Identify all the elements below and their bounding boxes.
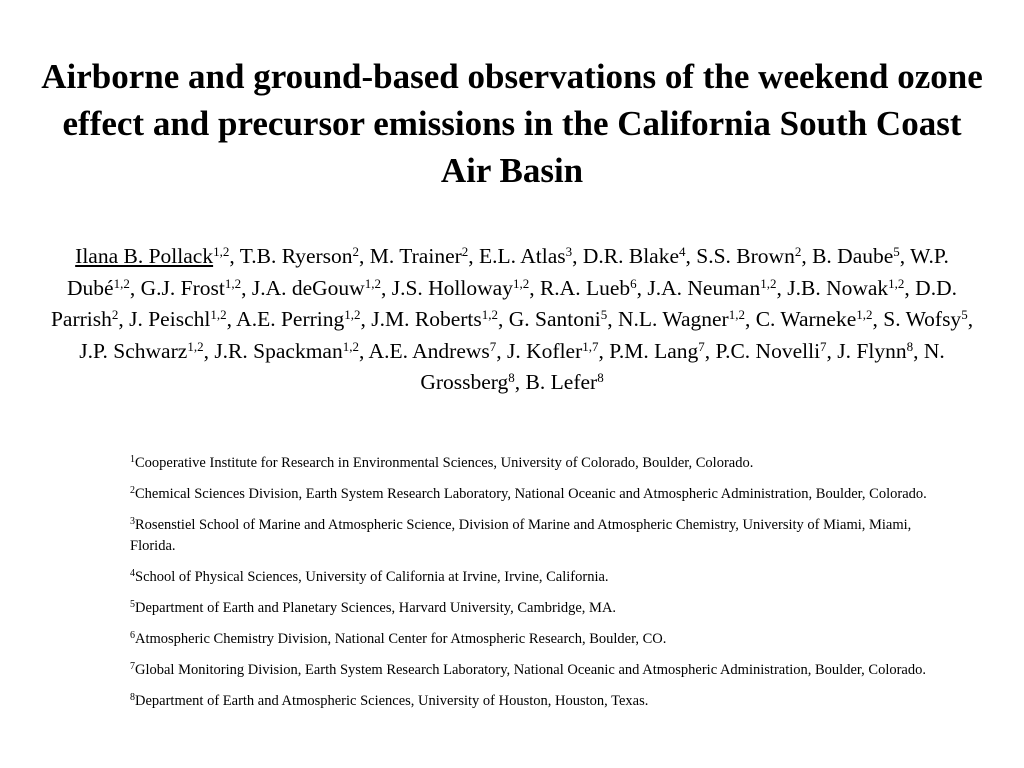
author-affiliation-marker: 1,2: [728, 306, 745, 322]
author-affiliation-marker: 5: [600, 306, 608, 322]
author-name: J. Kofler: [507, 338, 583, 363]
author-name: J.S. Holloway: [391, 275, 513, 300]
author-affiliation-marker: 8: [597, 369, 604, 385]
slide-title: Airborne and ground-based observations of the weekend ozone effect and precursor emissions in the California South Coast Air Basin: [41, 57, 983, 190]
author: [369, 339, 497, 363]
affiliation-text: Global Monitoring Division, Earth System Research Laboratory, National Oceanic and Atmospheric Administration, Boulder, Colorado.: [135, 662, 926, 678]
author-affiliation-marker: 2: [352, 243, 360, 259]
author-affiliation-marker: 2: [461, 243, 469, 259]
affiliation-number: 8: [130, 692, 135, 703]
affiliation-text: Atmospheric Chemistry Division, National Center for Atmospheric Research, Boulder, CO.: [135, 631, 667, 647]
author-name: A.E. Perring: [236, 307, 345, 331]
author-name: D.D. Parrish: [50, 275, 957, 331]
author-list: Ilana B. Pollack$^{1,2}$, T.B. Ryerson$^2$, M. Trainer$^2$, E.L. Atlas$^3$, D.R. Blake$^4$, S.S. Brown$^2$, B. Daube$^5$, W.P. Dubé$^{1,2}$, G.J. Frost$^{1,2}$, J.A. deGouw$^{1,2}$, J.S. Holloway$^{1,2}$, R.A. Lueb$^6$, J.A. Neuman$^{1,2}$, J.B. Nowak$^{1,2}$, D.D. Parrish$^2$, J. Peischl$^{1,2}$, A.E. Perring$^{1,2}$, J.M. Roberts$^{1,2}$, G. Santoni$^5$, N.L. Wagner$^{1,2}$, C. Warneke$^{1,2}$, S. Wofsy$^5$, J.P. Schwarz$^{1,2}$, J.R. Spackman$^{1,2}$, A.E. Andrews$^7$, J. Kofler$^{1,7}$, P.M. Lang$^7$, P.C. Novelli$^7$, J. Flynn$^8$, N. Grossberg$^8$, B. Lefer$^8$: [50, 243, 974, 394]
presenting-author: [75, 244, 229, 268]
author-name: B. Daube: [812, 244, 894, 268]
author-name: E.L. Atlas: [479, 244, 566, 268]
author: [240, 244, 359, 268]
author-affiliation-marker: 5: [961, 306, 968, 322]
author-affiliation-marker: 1,2: [210, 306, 227, 322]
author: [696, 244, 801, 268]
author-affiliation-marker: 1,2: [342, 338, 359, 354]
author-name: J. Peischl: [129, 307, 211, 331]
affiliation-item: [130, 691, 950, 712]
author-name: B. Lefer: [525, 370, 598, 394]
affiliation-item: [130, 484, 950, 505]
author-affiliation-marker: 1,2: [481, 306, 498, 322]
author-name: J.R. Spackman: [214, 338, 343, 363]
author-affiliation-marker: 1,2: [512, 275, 530, 291]
author: [526, 370, 604, 394]
affiliation-number: 7: [130, 661, 135, 672]
affiliation-item: [130, 515, 950, 557]
author-affiliation-marker: 2: [111, 306, 119, 322]
author: [479, 244, 572, 268]
author: [883, 307, 967, 331]
affiliation-item: [130, 567, 950, 588]
author: [812, 244, 900, 268]
affiliation-text: School of Physical Sciences, University of California at Irvine, Irvine, California.: [135, 569, 609, 585]
affiliation-text: Chemical Sciences Division, Earth System Research Laboratory, National Oceanic and Atmospheric Administration, Boulder, Colorado.: [135, 486, 927, 502]
affiliation-item: [130, 629, 950, 650]
author: [540, 276, 637, 300]
author-affiliation-marker: 1,2: [213, 243, 230, 259]
author: [236, 307, 360, 331]
author: [647, 276, 776, 300]
author-name: Ilana B. Pollack: [75, 244, 214, 268]
author-affiliation-marker: 7: [489, 338, 497, 354]
author-name: C. Warneke: [755, 307, 857, 331]
author-name: S. Wofsy: [883, 307, 962, 331]
affiliation-number: 2: [130, 485, 135, 496]
author: [716, 339, 827, 363]
author-affiliation-marker: 5: [893, 243, 900, 259]
author-name: J. Flynn: [837, 338, 907, 363]
author-affiliation-marker: 1,2: [344, 306, 361, 322]
author-affiliation-marker: 7: [820, 338, 827, 354]
author-affiliation-marker: 2: [794, 243, 802, 259]
author: [129, 307, 226, 331]
affiliation-number: 5: [130, 599, 135, 610]
author: [252, 276, 381, 300]
author-name: S.S. Brown: [696, 244, 795, 268]
affiliation-item: [130, 598, 950, 619]
author-name: R.A. Lueb: [539, 275, 631, 300]
author-name: P.C. Novelli: [715, 338, 821, 363]
affiliation-text: Department of Earth and Planetary Sciences, Harvard University, Cambridge, MA.: [135, 600, 617, 616]
author-name: G.J. Frost: [140, 275, 225, 300]
author-name: N. Grossberg: [420, 338, 945, 394]
author: [392, 276, 530, 300]
author-affiliation-marker: 7: [698, 338, 705, 354]
affiliation-text: Cooperative Institute for Research in Environmental Sciences, University of Colorado, Boulder, Colorado.: [135, 455, 754, 471]
author-name: N.L. Wagner: [617, 307, 729, 331]
author-affiliation-marker: 1,2: [856, 306, 873, 322]
author: [618, 307, 745, 331]
author: [371, 307, 498, 331]
author: [756, 307, 873, 331]
author-name: J.A. deGouw: [251, 275, 365, 300]
author-name: P.M. Lang: [609, 338, 699, 363]
author-name: W.P. Dubé: [67, 244, 949, 300]
author-name: J.P. Schwarz: [79, 338, 188, 363]
author: [509, 307, 607, 331]
affiliation-number: 3: [130, 516, 135, 527]
affiliation-number: 1: [130, 454, 135, 465]
author: [214, 339, 359, 363]
affiliation-number: 4: [130, 568, 135, 579]
author-affiliation-marker: 1,2: [888, 275, 905, 291]
author-affiliation-marker: 1,2: [187, 338, 204, 354]
author-name: M. Trainer: [369, 244, 462, 268]
author-affiliation-marker: 8: [508, 369, 515, 385]
affiliation-text: Rosenstiel School of Marine and Atmospheric Science, Division of Marine and Atmospheric Chemistry, University of Miami, Miami, Florida.: [130, 517, 912, 554]
author-name: G. Santoni: [508, 307, 601, 331]
author-affiliation-marker: 6: [630, 275, 637, 291]
affiliation-number: 6: [130, 630, 135, 641]
author: [583, 244, 686, 268]
author-affiliation-marker: 1,2: [224, 275, 242, 291]
author-name: A.E. Andrews: [368, 338, 490, 363]
author-affiliation-marker: 1,7: [582, 338, 599, 354]
author-affiliation-marker: 1,2: [760, 275, 777, 291]
author: [609, 339, 705, 363]
affiliation-list: [130, 453, 950, 722]
author-name: J.M. Roberts: [371, 307, 482, 331]
author-name: J.A. Neuman: [647, 275, 761, 300]
author: [507, 339, 598, 363]
author: [141, 276, 241, 300]
author-name: J.B. Nowak: [787, 275, 889, 300]
author-name: D.R. Blake: [582, 244, 680, 268]
author-affiliation-marker: 1,2: [113, 275, 130, 291]
author: [79, 339, 203, 363]
author-affiliation-marker: 8: [906, 338, 914, 354]
affiliation-item: [130, 660, 950, 681]
author-affiliation-marker: 3: [565, 243, 573, 259]
affiliation-text: Department of Earth and Atmospheric Sciences, University of Houston, Houston, Texas.: [135, 693, 649, 709]
affiliation-item: [130, 453, 950, 474]
author-affiliation-marker: 1,2: [364, 275, 381, 291]
author: [787, 276, 904, 300]
author: [837, 339, 913, 363]
author: [370, 244, 468, 268]
author-name: T.B. Ryerson: [239, 244, 353, 268]
author-affiliation-marker: 4: [679, 243, 686, 259]
